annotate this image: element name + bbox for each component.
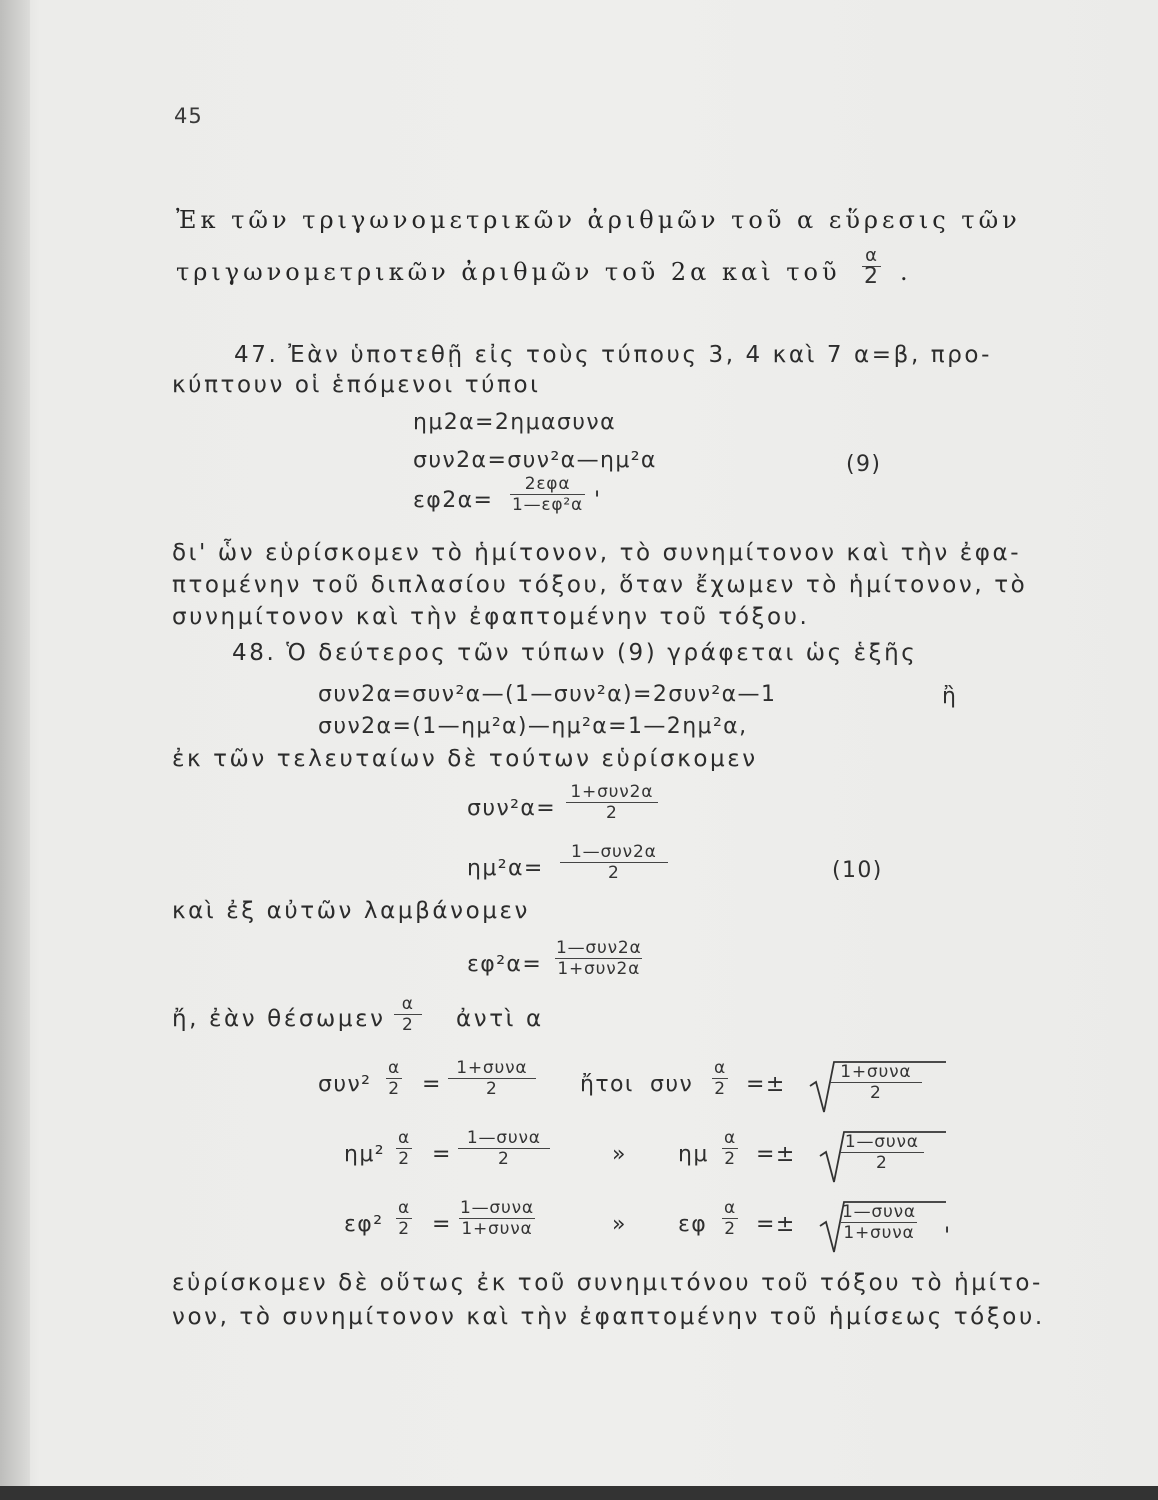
half-tan-radical-fraction bbox=[840, 1202, 918, 1243]
equation-label-9: (9) bbox=[846, 452, 882, 477]
half-cos-den: 2 bbox=[448, 1078, 536, 1099]
half-tan-comma: ' bbox=[944, 1224, 952, 1249]
section-heading-line-2: τριγωνομετρικῶν ἀριθμῶν τοῦ 2α καὶ τοῦ bbox=[176, 258, 841, 286]
half-cos-rhs-den: 2 bbox=[714, 1079, 726, 1099]
half-cos-lhs-fraction bbox=[386, 1058, 402, 1099]
formula-sin-double: ημ2α=2ημασυνα bbox=[413, 410, 616, 435]
half-cos-lhs: συν² bbox=[318, 1072, 372, 1097]
substitution-denominator: 2 bbox=[394, 1014, 422, 1035]
paragraph-48-line-3: καὶ ἐξ αὐτῶν λαμβάνομεν bbox=[172, 898, 530, 924]
half-tan-radical bbox=[818, 1200, 948, 1256]
half-cos-rhs-num: α bbox=[714, 1058, 727, 1078]
formula-tan-squared-fraction bbox=[554, 938, 644, 979]
half-sin-rhs-den: 2 bbox=[724, 1149, 736, 1169]
half-sin-connector: » bbox=[612, 1142, 627, 1167]
formula-cos-double: συν2α=συν²α—ημ²α bbox=[413, 448, 657, 473]
half-tan-lhs: εφ² bbox=[344, 1212, 384, 1237]
half-sin-plus-minus: =± bbox=[756, 1142, 796, 1167]
half-sin-rhs: ημ bbox=[678, 1142, 709, 1167]
half-tan-num: 1—συνα bbox=[460, 1198, 534, 1218]
half-cos-radical-num: 1+συνα bbox=[840, 1062, 912, 1082]
closing-line-1: εὑρίσκομεν δὲ οὕτως ἐκ τοῦ συνημιτόνου τοῦ τόξου τὸ ἡμίτο- bbox=[172, 1270, 1043, 1296]
page-number: 45 bbox=[174, 104, 203, 128]
half-sin-radical-num: 1—συνα bbox=[844, 1132, 919, 1152]
half-cos-equals: = bbox=[422, 1072, 442, 1097]
formula-tan-double-lhs: εφ2α= bbox=[413, 488, 494, 513]
half-cos-plus-minus: =± bbox=[746, 1072, 786, 1097]
substitution-fraction bbox=[394, 994, 422, 1035]
sin-squared-denominator: 2 bbox=[560, 862, 668, 883]
paragraph-47-line-5: συνημίτονον καὶ τὴν ἐφαπτομένην τοῦ τόξου. bbox=[172, 604, 810, 630]
half-tan-radical-den: 1+συνα bbox=[843, 1223, 915, 1243]
half-cos-radical-fraction bbox=[830, 1062, 922, 1103]
half-cos-num: 1+συνα bbox=[456, 1058, 528, 1078]
half-sin-num: 1—συνα bbox=[466, 1128, 541, 1148]
half-sin-rhs-fraction bbox=[722, 1128, 738, 1169]
tan-squared-denominator: 1+συν2α bbox=[557, 959, 641, 979]
paragraph-48-line-4: ἤ, ἐὰν θέσωμεν bbox=[172, 1006, 386, 1032]
formula-or-word: ἢ bbox=[942, 684, 958, 709]
equation-label-10: (10) bbox=[832, 858, 883, 883]
heading-fraction bbox=[862, 246, 881, 287]
scan-bottom-edge bbox=[0, 1486, 1158, 1500]
half-cos-radical bbox=[808, 1060, 948, 1116]
paragraph-48-line-4-end: ἀντὶ α bbox=[456, 1006, 544, 1032]
paragraph-47-line-3: δι' ὧν εὑρίσκομεν τὸ ἡμίτονον, τὸ συνημίτονον καὶ τὴν ἐφα- bbox=[172, 540, 1022, 566]
closing-line-2: νον, τὸ συνημίτονον καὶ τὴν ἐφαπτομένην τοῦ ἡμίσεως τόξου. bbox=[172, 1304, 1045, 1330]
half-tan-lhs-num: α bbox=[398, 1198, 411, 1218]
half-cos-lhs-num: α bbox=[388, 1058, 401, 1078]
paragraph-48-line-2: ἐκ τῶν τελευταίων δὲ τούτων εὑρίσκομεν bbox=[172, 746, 758, 772]
formula-cos-squared-lhs: συν²α= bbox=[467, 796, 557, 821]
half-sin-radical-den: 2 bbox=[840, 1152, 924, 1173]
half-tan-rhs-fraction bbox=[722, 1198, 738, 1239]
half-sin-lhs-num: α bbox=[398, 1128, 411, 1148]
tan-double-denominator: 1—εφ²α bbox=[512, 495, 584, 515]
half-tan-connector: » bbox=[612, 1212, 627, 1237]
half-tan-rhs-num: α bbox=[724, 1198, 737, 1218]
half-tan-lhs-fraction bbox=[396, 1198, 412, 1239]
half-tan-plus-minus: =± bbox=[756, 1212, 796, 1237]
formula-tan-double-fraction bbox=[510, 474, 585, 515]
half-sin-lhs-den: 2 bbox=[398, 1149, 410, 1169]
paragraph-47-line-4: πτομένην τοῦ διπλασίου τόξου, ὅταν ἔχωμεν τὸ ἡμίτονον, τὸ bbox=[172, 572, 1028, 598]
half-sin-lhs: ημ² bbox=[344, 1142, 385, 1167]
substitution-numerator: α bbox=[401, 994, 414, 1014]
heading-fraction-numerator: α bbox=[865, 245, 878, 266]
half-tan-rhs-den: 2 bbox=[724, 1219, 736, 1239]
half-cos-rhs: συν bbox=[650, 1072, 694, 1097]
half-sin-den: 2 bbox=[458, 1148, 550, 1169]
section-heading-line-1: Ἐκ τῶν τριγωνομετρικῶν ἀριθμῶν τοῦ α εὕρεσις τῶν bbox=[176, 206, 1021, 234]
half-sin-radical bbox=[818, 1130, 948, 1186]
formula-sin-squared-lhs: ημ²α= bbox=[467, 856, 544, 881]
half-cos-rhs-fraction bbox=[712, 1058, 728, 1099]
formula-tan-squared-lhs: εφ²α= bbox=[467, 952, 543, 977]
paragraph-47-line-2: κύπτουν οἱ ἑπόμενοι τύποι bbox=[172, 372, 541, 398]
half-sin-equals: = bbox=[432, 1142, 452, 1167]
half-tan-equals: = bbox=[432, 1212, 452, 1237]
formula-tan-double-comma: ' bbox=[594, 488, 602, 513]
formula-cos-squared-fraction bbox=[566, 782, 658, 823]
cos-squared-denominator: 2 bbox=[566, 802, 658, 823]
half-cos-connector: ἤτοι bbox=[580, 1072, 634, 1097]
heading-period: . bbox=[900, 258, 912, 286]
half-tan-radical-num: 1—συνα bbox=[842, 1202, 916, 1222]
half-sin-lhs-fraction bbox=[396, 1128, 412, 1169]
cos-squared-numerator: 1+συν2α bbox=[570, 782, 654, 802]
sin-squared-numerator: 1—συν2α bbox=[571, 842, 657, 862]
formula-cos-double-expanded-1: συν2α=συν²α—(1—συν²α)=2συν²α—1 bbox=[318, 682, 777, 707]
half-tan-den: 1+συνα bbox=[461, 1219, 533, 1239]
formula-sin-squared-fraction bbox=[560, 842, 668, 883]
half-sin-rhs-num: α bbox=[724, 1128, 737, 1148]
half-cos-radical-den: 2 bbox=[830, 1082, 922, 1103]
half-cos-lhs-den: 2 bbox=[388, 1079, 400, 1099]
half-tan-lhs-den: 2 bbox=[398, 1219, 410, 1239]
half-cos-fraction bbox=[448, 1058, 536, 1099]
half-tan-fraction bbox=[458, 1198, 536, 1239]
half-sin-radical-fraction bbox=[840, 1132, 924, 1173]
tan-squared-numerator: 1—συν2α bbox=[556, 938, 642, 958]
paragraph-48-line-1: 48. Ὁ δεύτερος τῶν τύπων (9) γράφεται ὡς ἑξῆς bbox=[232, 640, 918, 666]
paragraph-47-line-1: 47. Ἐὰν ὑποτεθῇ εἰς τοὺς τύπους 3, 4 καὶ 7 α=β, προ- bbox=[234, 342, 992, 368]
formula-cos-double-expanded-2: συν2α=(1—ημ²α)—ημ²α=1—2ημ²α, bbox=[318, 714, 748, 739]
half-tan-rhs: εφ bbox=[678, 1212, 708, 1237]
half-sin-fraction bbox=[458, 1128, 550, 1169]
book-spine-shadow bbox=[0, 0, 30, 1500]
tan-double-numerator: 2εφα bbox=[524, 474, 571, 494]
heading-fraction-denominator: 2 bbox=[864, 264, 879, 289]
